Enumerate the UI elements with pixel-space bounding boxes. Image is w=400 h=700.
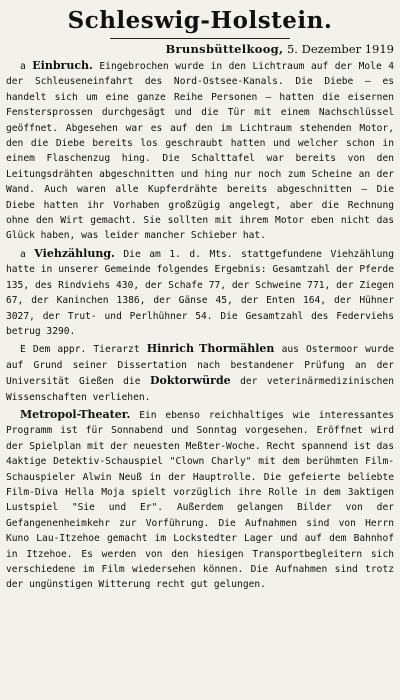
article-body: aus Ostermoor wurde auf Grund seiner Dissertation nach bestandener Prüfung an der Universität Gießen die: [6, 344, 395, 388]
article-body: Die am 1. d. Mts. stattgefundene Viehzählung hatte in unserer Gemeinde folgendes Ergebnis: Gesamtzahl der Pferde 135, des Rindviehs 430, der Schafe 77, der Schweine 771, der Ziegen 67, der Kaninchen 1386, der Gänse 45, der Enten 164, der Hühner 3027, der Trut- und Perlhühner 54. Die Gesamtzahl des Federviehs betrug 3290.: [6, 248, 394, 337]
degree-title: Doktorwürde: [149, 374, 231, 388]
article-viehzaehlung: [6, 246, 394, 339]
section-title: Schleswig-Holstein.: [67, 7, 333, 34]
article-heading: Metropol-Theater.: [20, 407, 131, 421]
article-marker: a: [20, 61, 26, 72]
person-name: Hinrich Thormählen: [146, 342, 275, 356]
article-heading: Einbruch.: [32, 59, 93, 72]
article-tail: der veterinärmedizinischen Wissenschaften verliehen.: [6, 376, 394, 403]
dateline: [6, 41, 394, 58]
article-body: Eingebrochen wurde in den Lichtraum auf der Mole 4 der Schleuseneinfahrt des Nord-Ostsee-Kanals. Die Diebe — es handelt sich um eine ganze Reihe Personen — hatten die eisernen Fenstersprossen durchgesägt und die Tür mit einem Nachschlüssel geöffnet. Abgesehen war es auf den im Lichtraum stehenden Motor, den die Diebe bereits los geschraubt hatten und welcher schon in einem Flaschenzug hing. Die Schalttafel war bereits von den Leitungsdrähten abgeschnitten und hing nur noch zum Scheine an der Wand. Auch waren alle Kupferdrähte bereits abgeschnitten — Die Diebe hatten ihr Vorhaben großzügig angelegt, aber die Rechnung ohne den Wirt gemacht. Sie sollten mit ihrem Motor eben nicht das Glück haben, was leider mancher Schieber hat.: [6, 61, 395, 242]
dateline-date: 5. Dezember 1919: [286, 42, 394, 56]
article-heading: Viehzählung.: [34, 246, 115, 260]
article-metropol-theater: [6, 407, 394, 593]
article-lead: Dem appr. Tierarzt: [32, 344, 140, 356]
article-body: Ein ebenso reichhaltiges wie interessantes Programm ist für Sonnabend und Sonntag vorgesehen. Eröffnet wird der Spielplan mit der neuesten Meßter-Woche. Recht spannend ist das 4aktige Detektiv-Schauspiel "Clown Charly" mit dem berühmten Film-Schauspieler Alwin Neuß in der Hauptrolle. Die gefeierte beliebte Film-Diva Hella Moja spielt vorzüglich ihre Rolle in dem 3aktigen Lustspiel "Sie und Er". Außerdem gelangen Bilder von der Gefangenenheimkehr zur Vorführung. Die Aufnahmen sind von Herrn Kuno Lau-Itzehoe gemacht im Lockstedter Lager und auf dem Bahnhof in Itzehoe. Es werden von den hiesigen Transportbegleitern sich verschiedene im Film wiedersehen können. Die Aufnahmen sind trotz der ungünstigen Witterung recht gut gelungen.: [6, 409, 395, 591]
article-doktorwuerde: [6, 341, 394, 405]
title-divider: [110, 38, 290, 39]
article-einbruch: [6, 58, 394, 244]
article-marker: a: [20, 248, 26, 260]
article-marker: E: [20, 344, 26, 356]
dateline-place: Brunsbüttelkoog,: [165, 42, 284, 56]
